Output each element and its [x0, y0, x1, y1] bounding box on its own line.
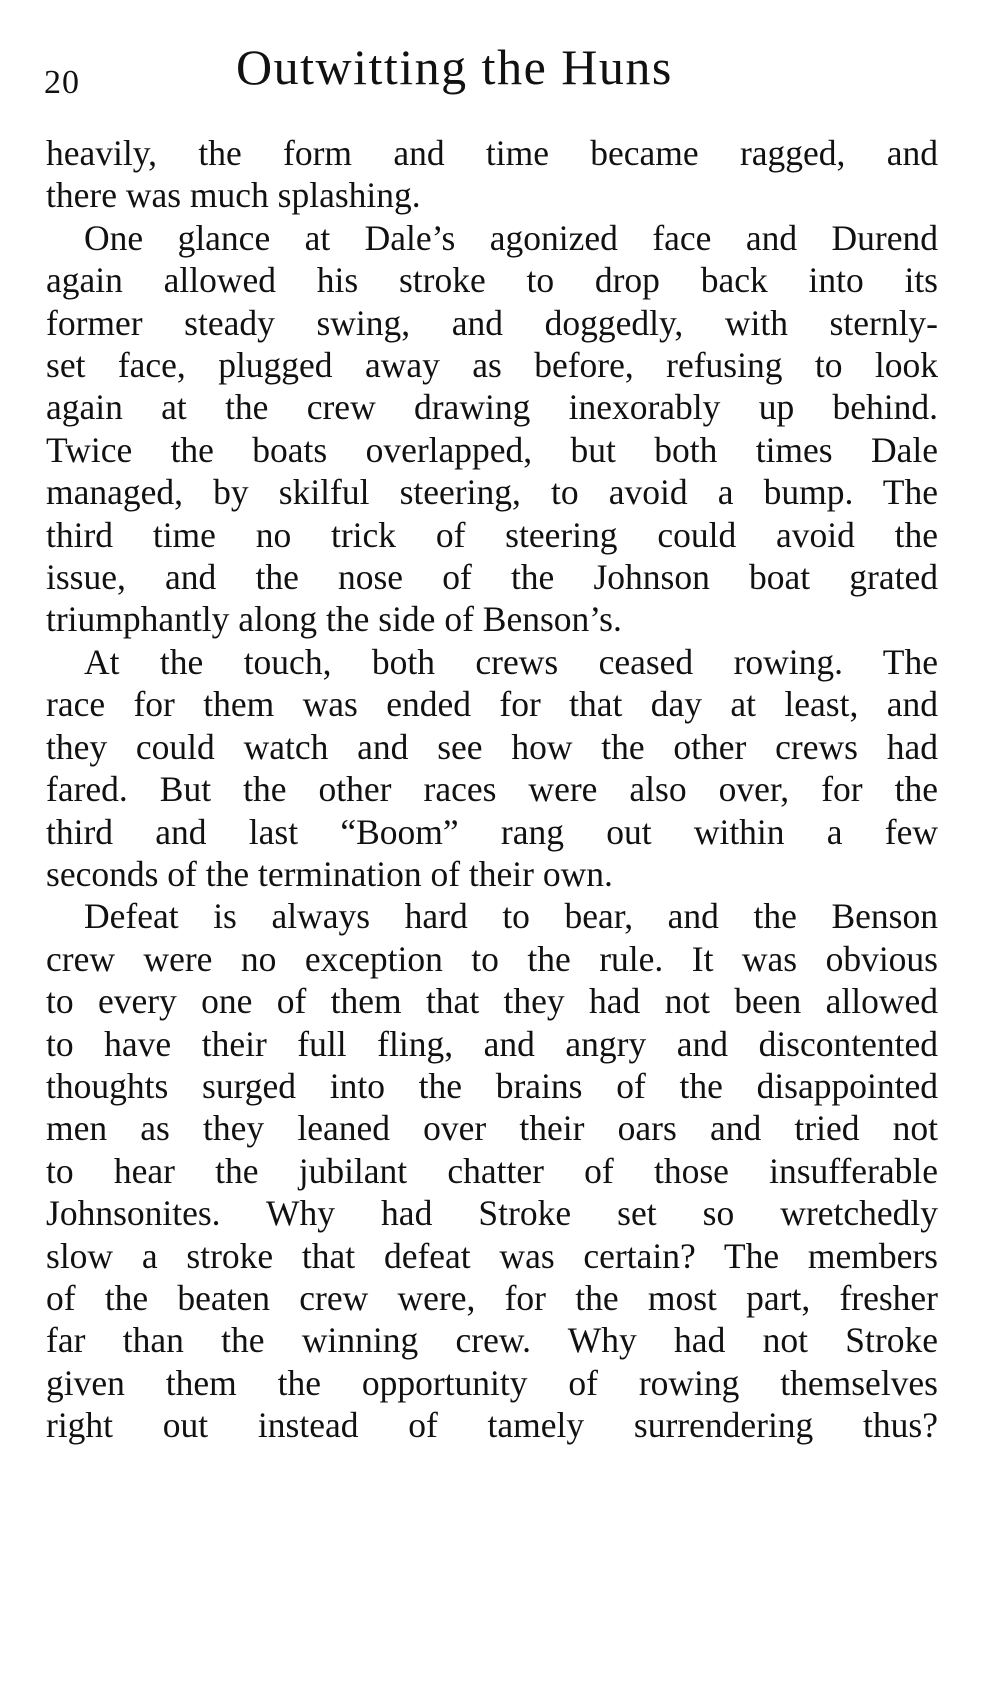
- text-line: heavily, the form and time became ragged, and: [46, 133, 938, 173]
- text-line: At the touch, both crews ceased rowing. The: [84, 641, 938, 682]
- text-line: Defeat is always hard to bear, and the Benson: [84, 896, 938, 937]
- text-line: third time no trick of steering could avoid the: [46, 514, 938, 555]
- text-line: given them the opportunity of rowing themselves: [46, 1362, 938, 1403]
- text-line: of the beaten crew were, for the most part, fresher: [46, 1277, 938, 1318]
- text-line: triumphantly along the side of Benson’s.: [46, 599, 622, 640]
- text-line: set face, plugged away as before, refusing to look: [46, 345, 938, 386]
- text-line: thoughts surged into the brains of the disappointed: [46, 1065, 938, 1106]
- running-title: Outwitting the Huns: [236, 39, 673, 95]
- text-line: again at the crew drawing inexorably up behind.: [46, 387, 938, 428]
- text-line: race for them was ended for that day at least, and: [46, 684, 938, 725]
- paragraph-4: [46, 895, 938, 1446]
- text-line: right out instead of tamely surrendering thus?: [46, 1405, 938, 1446]
- page-number: 20: [44, 64, 80, 101]
- paragraph-1: [46, 132, 938, 217]
- body-text: [46, 132, 938, 1447]
- paragraph-2: [46, 217, 938, 641]
- text-line: to every one of them that they had not been allowed: [46, 981, 938, 1022]
- text-line: to hear the jubilant chatter of those insufferable: [46, 1150, 938, 1191]
- text-line: there was much splashing.: [46, 175, 421, 216]
- text-line: again allowed his stroke to drop back into its: [46, 260, 938, 301]
- text-line: fared. But the other races were also over, for the: [46, 769, 938, 810]
- text-line: One glance at Dale’s agonized face and Durend: [84, 217, 938, 258]
- text-line: far than the winning crew. Why had not Stroke: [46, 1320, 938, 1361]
- text-line: Johnsonites. Why had Stroke set so wretchedly: [46, 1193, 938, 1234]
- text-line: seconds of the termination of their own.: [46, 853, 613, 894]
- text-line: slow a stroke that defeat was certain? The members: [46, 1235, 938, 1276]
- text-line: issue, and the nose of the Johnson boat grated: [46, 557, 938, 598]
- page-header: [0, 38, 1000, 118]
- text-line: men as they leaned over their oars and tried not: [46, 1108, 938, 1149]
- text-line: Twice the boats overlapped, but both times Dale: [46, 429, 938, 470]
- text-line: third and last “Boom” rang out within a few: [46, 811, 938, 852]
- text-line: managed, by skilful steering, to avoid a bump. The: [46, 472, 938, 513]
- paragraph-3: [46, 641, 938, 895]
- text-line: former steady swing, and doggedly, with sternly-: [46, 302, 938, 343]
- text-line: crew were no exception to the rule. It was obvious: [46, 938, 938, 979]
- text-line: they could watch and see how the other crews had: [46, 726, 938, 767]
- text-line: to have their full fling, and angry and discontented: [46, 1023, 938, 1064]
